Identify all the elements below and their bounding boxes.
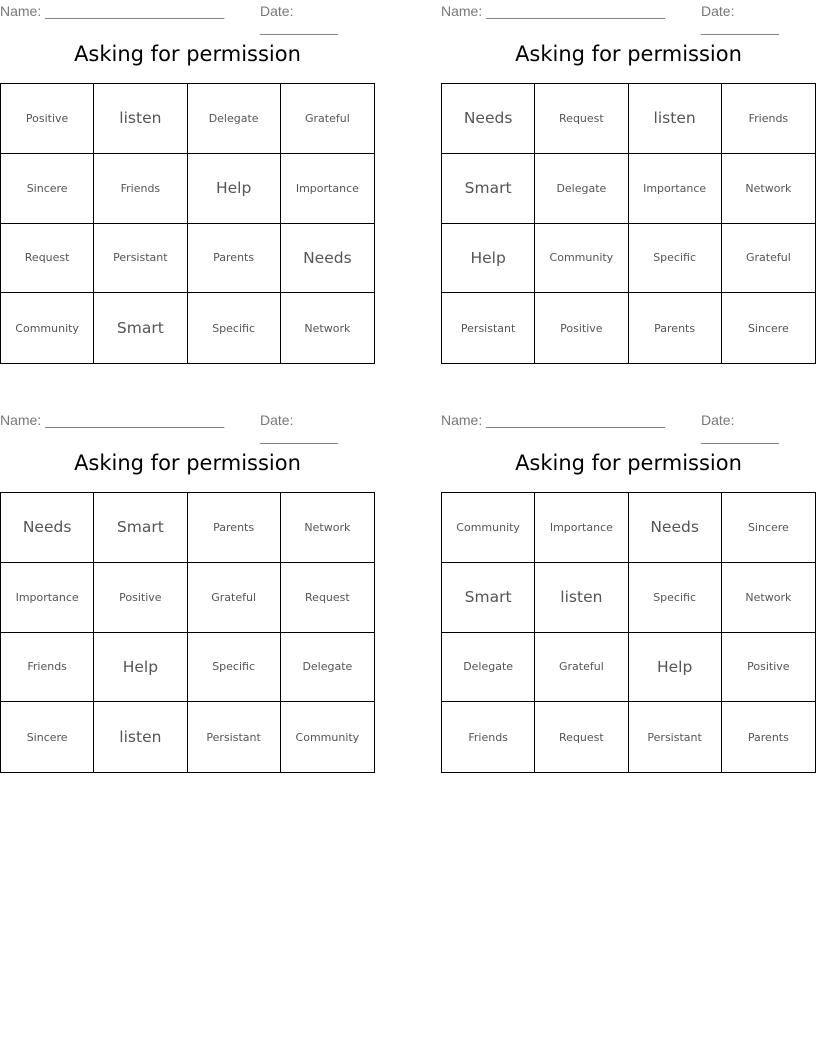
bingo-card (441, 409, 816, 744)
bingo-cell: Community (1, 293, 94, 363)
bingo-cell: Specific (188, 633, 281, 703)
bingo-cell: Persistant (442, 293, 535, 363)
bingo-cell: Sincere (747, 321, 789, 335)
bingo-cell: Sincere (722, 493, 815, 563)
bingo-cell: Request (281, 563, 374, 633)
bingo-cell: Sincere (1, 702, 94, 772)
name-field: Name: _______________________ (0, 3, 225, 19)
bingo-cell: Request (535, 702, 628, 772)
bingo-cell: Importance (1, 563, 94, 633)
bingo-cell: Needs (1, 493, 94, 563)
card-title: Asking for permission (515, 451, 742, 475)
bingo-cell: Parents (747, 730, 789, 744)
date-field: Date: __________ (701, 3, 779, 35)
bingo-cell: Help (629, 633, 722, 703)
bingo-cell: Parents (188, 224, 281, 294)
bingo-cell: Community (295, 730, 360, 744)
name-field: Name: _______________________ (441, 3, 666, 19)
date-field: Date: __________ (701, 412, 779, 444)
bingo-cell: Smart (94, 293, 187, 363)
bingo-cell: Friends (722, 84, 815, 154)
bingo-cell: Grateful (722, 224, 815, 294)
bingo-cell: Parents (188, 493, 281, 563)
bingo-cell: Smart (442, 563, 535, 633)
bingo-cell: Persistant (188, 702, 281, 772)
bingo-cell: Smart (442, 154, 535, 224)
bingo-cell: Request (535, 84, 628, 154)
bingo-cell: Delegate (442, 633, 535, 703)
bingo-cell: Importance (535, 493, 628, 563)
bingo-cell: Specific (629, 563, 722, 633)
bingo-grid (441, 492, 816, 773)
card-header (0, 409, 375, 444)
bingo-grid (0, 83, 375, 364)
card-header (441, 409, 816, 444)
bingo-cell: Community (442, 493, 535, 563)
bingo-cell: Help (442, 224, 535, 294)
bingo-cell: Needs (629, 493, 722, 563)
bingo-cell: listen (629, 84, 722, 154)
bingo-card (0, 409, 375, 747)
bingo-cell: Friends (442, 702, 535, 772)
bingo-cell: Grateful (188, 563, 281, 633)
bingo-cell: Importance (281, 154, 374, 224)
bingo-cell: Importance (629, 154, 722, 224)
bingo-cell: Positive (1, 84, 94, 154)
bingo-cell: Network (722, 154, 815, 224)
bingo-cell: Delegate (535, 154, 628, 224)
date-field: Date: __________ (260, 3, 338, 35)
bingo-cell: Positive (535, 293, 628, 363)
card-title: Asking for permission (74, 42, 301, 66)
card-header (0, 0, 375, 35)
bingo-cell: Friends (94, 154, 187, 224)
bingo-grid (441, 83, 816, 364)
bingo-cell: Help (188, 154, 281, 224)
bingo-cell: Grateful (535, 633, 628, 703)
bingo-cell: Persistant (94, 224, 187, 294)
bingo-cell: Specific (629, 224, 722, 294)
bingo-cell: listen (535, 563, 628, 633)
bingo-cell: Positive (722, 633, 815, 703)
bingo-cell: Network (281, 493, 374, 563)
bingo-cell: Grateful (281, 84, 374, 154)
bingo-cell: Smart (94, 493, 187, 563)
bingo-cell: listen (94, 84, 187, 154)
card-title: Asking for permission (515, 42, 742, 66)
card-title: Asking for permission (74, 451, 301, 475)
bingo-cell: Needs (442, 84, 535, 154)
name-field: Name: _______________________ (0, 412, 225, 428)
bingo-cell: Sincere (1, 154, 94, 224)
bingo-cell: Parents (629, 293, 722, 363)
bingo-card (0, 0, 375, 338)
bingo-cell: Delegate (281, 633, 374, 703)
bingo-grid (0, 492, 375, 773)
bingo-cell: Persistant (629, 702, 722, 772)
name-field: Name: _______________________ (441, 412, 666, 428)
bingo-card (441, 0, 816, 335)
bingo-cell: Specific (188, 293, 281, 363)
bingo-cell: Request (1, 224, 94, 294)
bingo-cell: Community (535, 224, 628, 294)
bingo-cell: Friends (1, 633, 94, 703)
bingo-cell: Network (304, 321, 351, 335)
bingo-cell: Network (722, 563, 815, 633)
card-header (441, 0, 816, 35)
bingo-cell: Positive (94, 563, 187, 633)
date-field: Date: __________ (260, 412, 338, 444)
bingo-cell: Help (94, 633, 187, 703)
bingo-cell: Delegate (188, 84, 281, 154)
bingo-cell: listen (94, 702, 187, 772)
bingo-cell: Needs (281, 224, 374, 294)
